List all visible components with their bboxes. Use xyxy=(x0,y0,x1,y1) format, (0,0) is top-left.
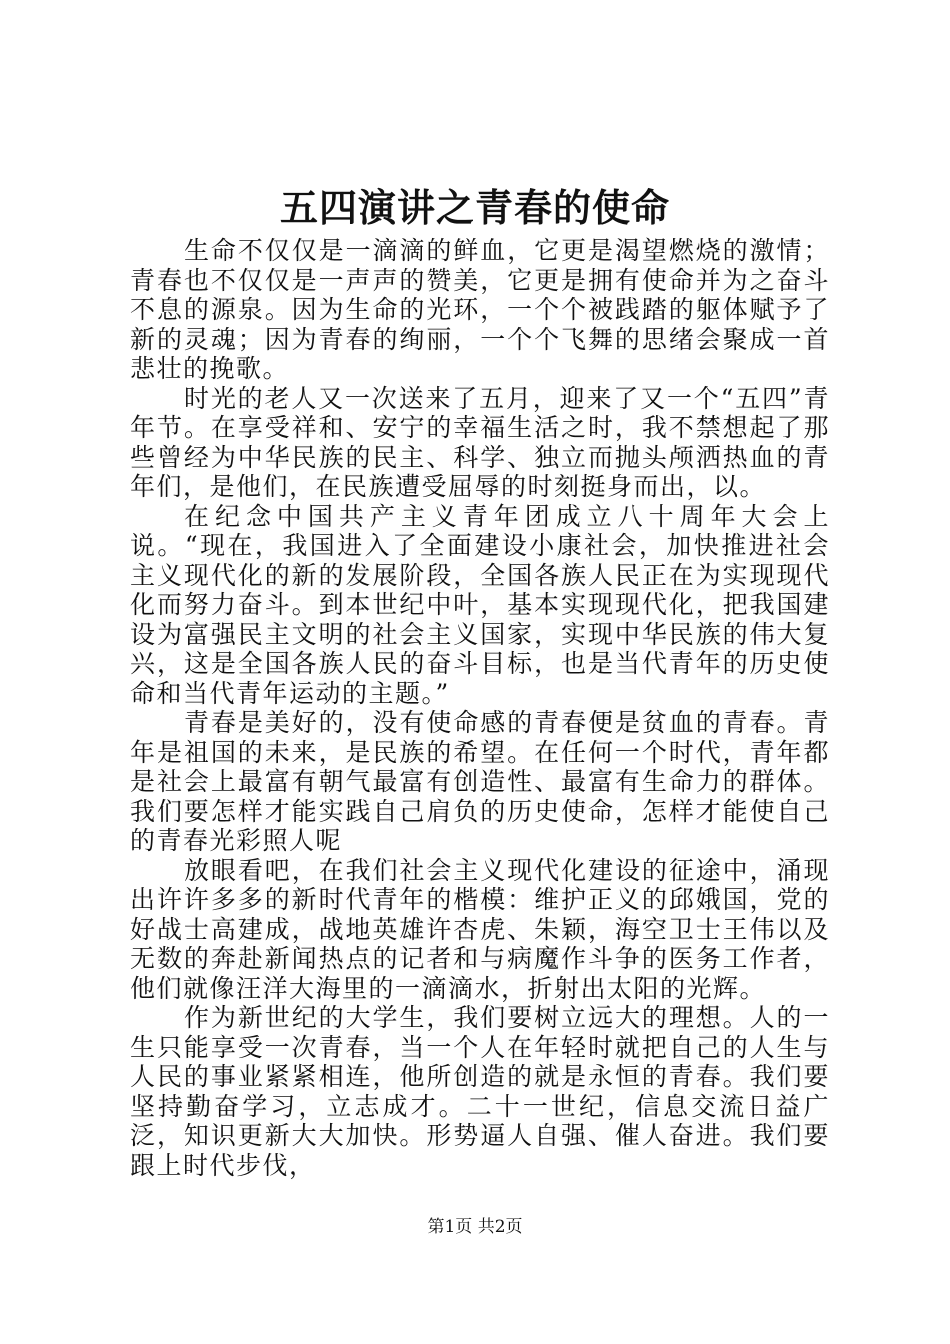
document-body xyxy=(130,236,830,1180)
paragraph: 放眼看吧，在我们社会主义现代化建设的征途中，涌现出许许多多的新时代青年的楷模：维护正义的邱娥国，党的好战士高建成，战地英雄许杏虎、朱颖，海空卫士王伟以及无数的奔赴新闻热点的记者和与病魔作斗争的医务工作者，他们就像汪洋大海里的一滴滴水，折射出太阳的光辉。 xyxy=(130,855,830,1003)
paragraph: 青春是美好的，没有使命感的青春便是贫血的青春。青年是祖国的未来，是民族的希望。在任何一个时代，青年都是社会上最富有朝气最富有创造性、最富有生命力的群体。我们要怎样才能实践自己肩负的历史使命，怎样才能使自己的青春光彩照人呢 xyxy=(130,708,830,855)
paragraph: 作为新世纪的大学生，我们要树立远大的理想。人的一生只能享受一次青春，当一个人在年轻时就把自己的人生与人民的事业紧紧相连，他所创造的就是永恒的青春。我们要坚持勤奋学习，立志成才。二十一世纪，信息交流日益广泛，知识更新大大加快。形势逼人自强、催人奋进。我们要跟上时代步伐， xyxy=(130,1003,830,1180)
document-title: 五四演讲之青春的使命 xyxy=(279,185,670,230)
page-number-footer: 第1页 共2页 xyxy=(427,1217,523,1237)
paragraph: 时光的老人又一次送来了五月，迎来了又一个“五四”青年节。在享受祥和、安宁的幸福生活之时，我不禁想起了那些曾经为中华民族的民主、科学、独立而抛头颅洒热血的青年们，是他们，在民族遭受屈辱的时刻挺身而出，以。 xyxy=(130,383,830,501)
paragraph: 生命不仅仅是一滴滴的鲜血，它更是渴望燃烧的激情；青春也不仅仅是一声声的赞美，它更是拥有使命并为之奋斗不息的源泉。因为生命的光环，一个个被践踏的躯体赋予了新的灵魂；因为青春的绚丽，一个个飞舞的思绪会聚成一首悲壮的挽歌。 xyxy=(130,236,830,383)
paragraph: 在纪念中国共产主义青年团成立八十周年大会上说。“现在，我国进入了全面建设小康社会，加快推进社会主义现代化的新的发展阶段，全国各族人民正在为实现现代化而努力奋斗。到本世纪中叶，基本实现现代化，把我国建设为富强民主文明的社会主义国家，实现中华民族的伟大复兴，这是全国各族人民的奋斗目标，也是当代青年的历史使命和当代青年运动的主题。” xyxy=(130,501,830,708)
